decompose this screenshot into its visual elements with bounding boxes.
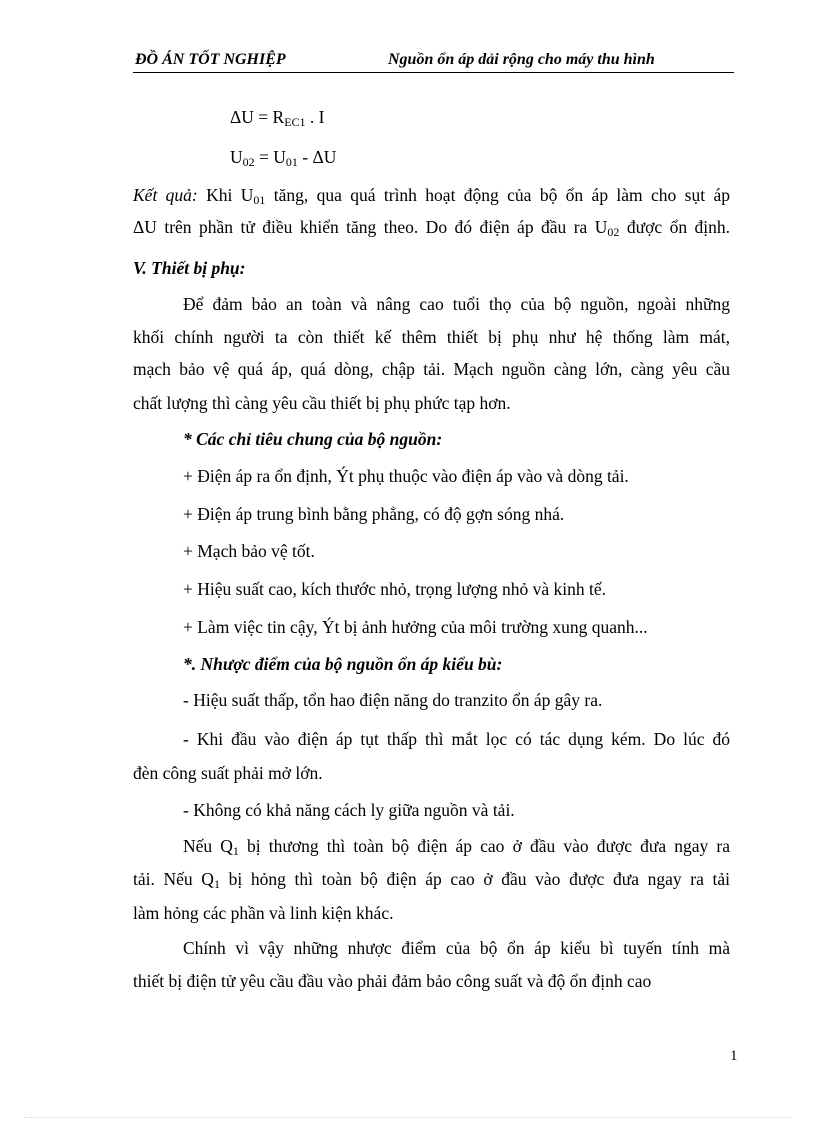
q1-line-3: làm hỏng các phần và linh kiện khác. (133, 903, 394, 923)
final-line-2: thiết bị điện tử yêu cầu đầu vào phải đảm bảo công suất và độ ổn định cao (133, 971, 652, 991)
q1-line-1: Nếu $Q_1$ bị thương thì toàn bộ điện áp cao ở đầu vào được đưa ngay ra (183, 836, 730, 858)
result-line-2: ΔU trên phần tử điều khiển tăng theo. Do đó điện áp đầu ra $U_{02}$ được ổn định. (133, 217, 731, 239)
para1-line-1: Để đảm bảo an toàn và nâng cao tuổi thọ của bộ nguồn, ngoài những (183, 294, 730, 314)
drawback-item: - Không có khả năng cách ly giữa nguồn và tải. (183, 800, 515, 820)
para1-line-4: chất lượng thì càng yêu cầu thiết bị phụ phức tạp hơn. (133, 393, 511, 413)
page-header (133, 50, 734, 73)
drawback-item: - Khi đầu vào điện áp tụt thấp thì mắt lọc có tác dụng kém. Do lúc đó (183, 729, 730, 749)
section-heading: V. Thiết bị phụ: (133, 258, 246, 278)
criteria-item: + Hiệu suất cao, kích thước nhỏ, trọng lượng nhỏ và kinh tế. (183, 579, 607, 599)
result-label: Kết quả: (133, 185, 198, 205)
para1-line-2: khối chính người ta còn thiết kế thêm thiết bị phụ như hệ thống làm mát, (133, 327, 730, 347)
criteria-item: + Làm việc tin cậy, Ýt bị ảnh hưởng của môi trường xung quanh... (183, 617, 648, 637)
header-right-title: Nguồn ổn áp dải rộng cho máy thu hình (388, 51, 655, 68)
formula-u02: $U_{02} = U_{01} - \Delta U$ (230, 147, 337, 169)
drawback-item-cont: đèn công suất phải mở lớn. (133, 763, 323, 783)
drawbacks-heading: *. Nhược điểm của bộ nguồn ổn áp kiểu bù: (183, 654, 503, 674)
header-left-title: ĐỒ ÁN TỐT NGHIỆP (135, 51, 286, 68)
criteria-item: + Điện áp ra ổn định, Ýt phụ thuộc vào điện áp vào và dòng tải. (183, 466, 629, 486)
page-number: 1 (730, 1048, 738, 1064)
criteria-item: + Điện áp trung bình bằng phẳng, có độ gợn sóng nhá. (183, 504, 565, 524)
result-line-1: Kết quả: Khi $U_{01}$ tăng, qua quá trình hoạt động của bộ ổn áp làm cho sụt áp (133, 185, 730, 207)
criteria-heading: * Các chỉ tiêu chung của bộ nguồn: (183, 429, 443, 449)
criteria-item: + Mạch bảo vệ tốt. (183, 541, 315, 561)
formula-delta-u: $\Delta U = R_{EC1}$ . I (230, 107, 325, 129)
drawback-item: - Hiệu suất thấp, tổn hao điện năng do tranzito ổn áp gây ra. (183, 690, 603, 710)
para1-line-3: mạch bảo vệ quá áp, quá dòng, chập tải. Mạch nguồn càng lớn, càng yêu cầu (133, 359, 730, 379)
page-bottom-divider (24, 1117, 792, 1118)
final-line-1: Chính vì vậy những nhược điểm của bộ ổn áp kiểu bì tuyến tính mà (183, 938, 730, 958)
q1-line-2: tải. Nếu $Q_1$ bị hỏng thì toàn bộ điện áp cao ở đầu vào được đưa ngay ra tải (133, 869, 730, 891)
